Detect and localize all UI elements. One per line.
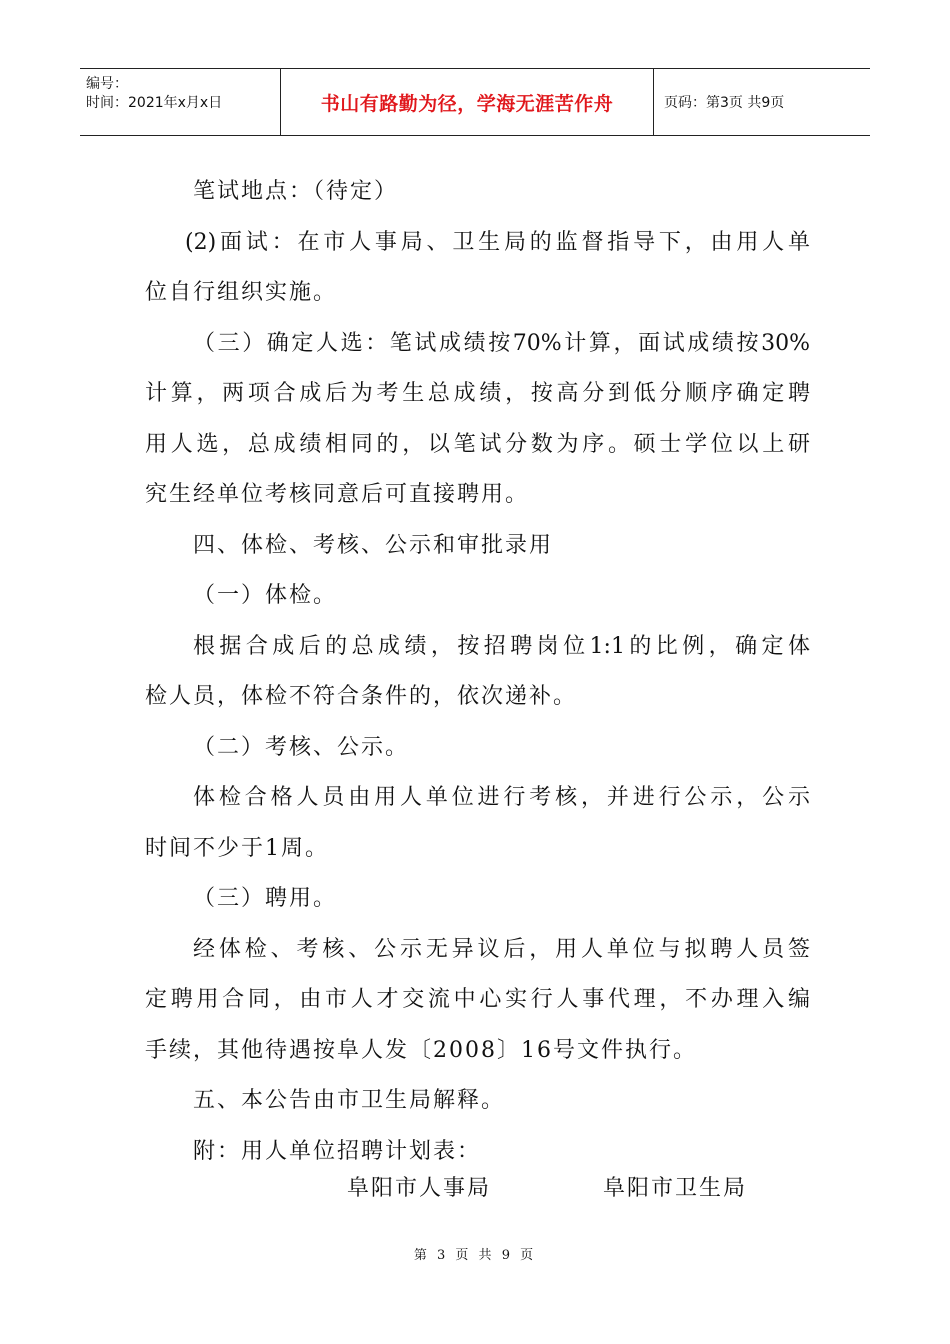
signature-personnel-bureau: 阜阳市人事局 [347,1176,492,1201]
attachment-line: 附：用人单位招聘计划表： [193,1138,482,1164]
document-number-label: 编号： [86,76,128,92]
signature-health-bureau: 阜阳市卫生局 [603,1176,748,1201]
document-time-label: 时间：2021年x月x日 [86,95,223,111]
document-body [145,167,810,1177]
paragraph-line: （三）确定人选：笔试成绩按70%计算，面试成绩按30% [193,330,810,356]
paragraph-line: 计算，两项合成后为考生总成绩，按高分到低分顺序确定聘 [145,381,810,406]
section-heading: 五、本公告由市卫生局解释。 [193,1088,506,1113]
header-motto-cell [280,69,654,135]
page-header [80,68,870,136]
paragraph-line: 用人选，总成绩相同的，以笔试分数为序。硕士学位以上研 [145,431,810,457]
paragraph-line: 时间不少于1周。 [145,835,329,861]
page-footer: 第 3 页 共 9 页 [413,1248,537,1263]
paragraph-line: 检人员，体检不符合条件的，依次递补。 [145,684,578,709]
subsection-heading: （一）体检。 [193,583,338,608]
paragraph-line: 体检合格人员由用人单位进行考核，并进行公示，公示 [193,785,810,810]
paragraph-line: 根据合成后的总成绩，按招聘岗位1:1的比例，确定体 [193,633,810,659]
subsection-heading: （二）考核、公示。 [193,734,410,760]
header-page-info: 页码：第3页 共9页 [664,95,785,111]
header-motto: 书山有路勤为径，学海无涯苦作舟 [320,92,614,115]
paragraph-line: 位自行组织实施。 [145,280,338,305]
paragraph-line: 究生经单位考核同意后可直接聘用。 [145,482,530,507]
header-meta [80,69,280,135]
paragraph-line: 手续，其他待遇按阜人发〔2008〕16号文件执行。 [145,1037,697,1063]
paragraph-line: 笔试地点：（待定） [193,179,399,204]
paragraph-line: (2)面试：在市人事局、卫生局的监督指导下，由用人单 [185,229,810,255]
section-heading: 四、体检、考核、公示和审批录用 [193,532,554,558]
paragraph-line: 定聘用合同，由市人才交流中心实行人事代理，不办理入编 [145,987,810,1012]
paragraph-line: 经体检、考核、公示无异议后，用人单位与拟聘人员签 [193,936,810,962]
subsection-heading: （三）聘用。 [193,886,338,911]
